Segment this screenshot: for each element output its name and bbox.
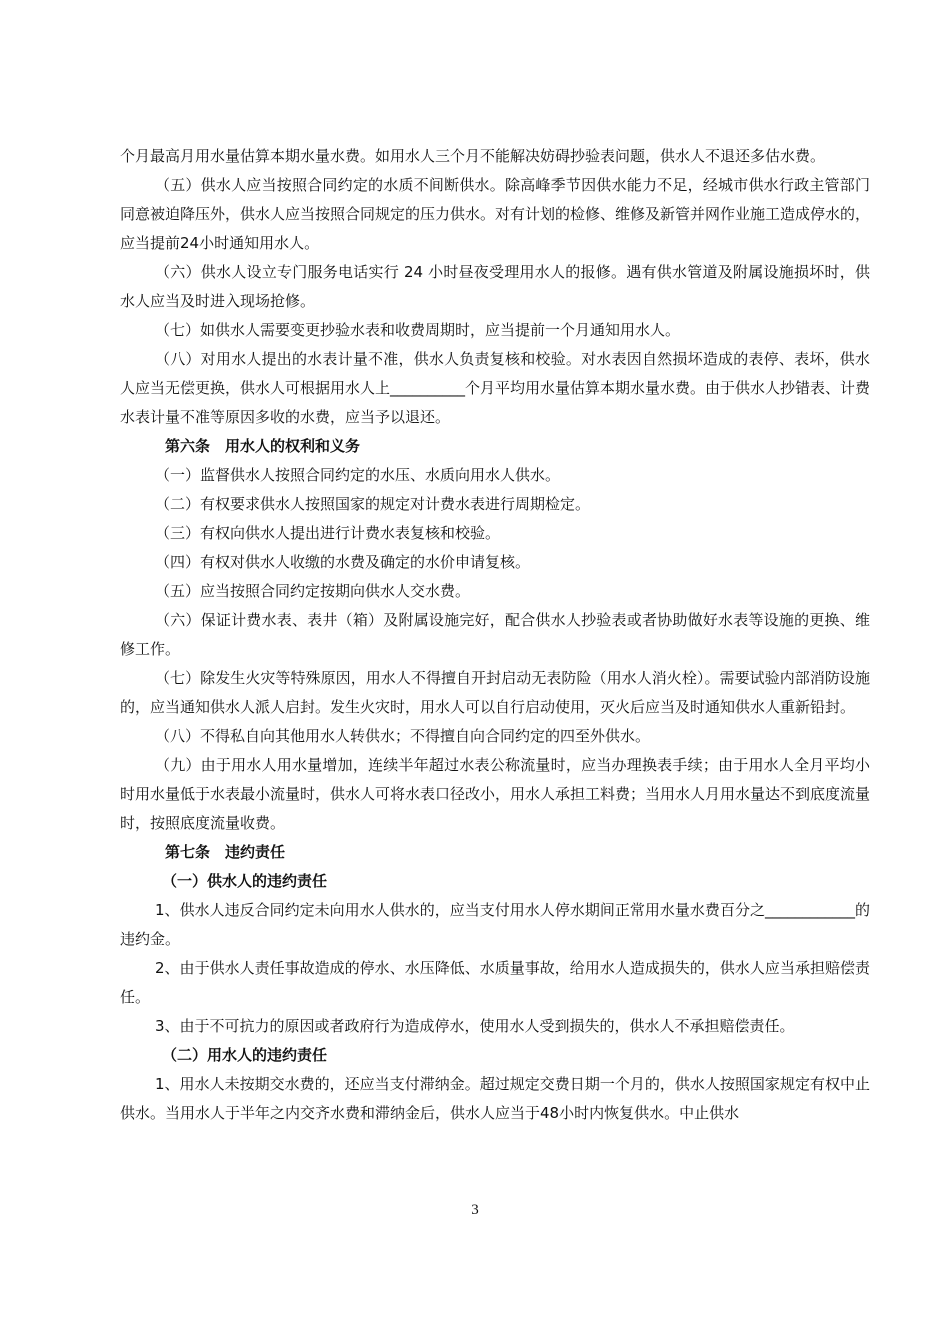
paragraph: （一）监督供水人按照合同约定的水压、水质向用水人供水。 bbox=[155, 466, 561, 484]
paragraph: （七）除发生火灾等特殊原因，用水人不得擅自开封启动无表防险（用水人消火栓）。需要试验内部消防设施的，应当通知供水人派人启封。发生火灾时，用水人可以自行启动使用，灭火后应当及时通知供水人重新铅封。 bbox=[120, 669, 870, 716]
paragraph: （六）供水人设立专门服务电话实行 24 小时昼夜受理用水人的报修。遇有供水管道及附属设施损坏时，供水人应当及时进入现场抢修。 bbox=[120, 263, 870, 310]
paragraph: （五）供水人应当按照合同约定的水质不间断供水。除高峰季节因供水能力不足，经城市供水行政主管部门同意被迫降压外，供水人应当按照合同规定的压力供水。对有计划的检修、维修及新管并网作业施工造成停水的，应当提前24小时通知用水人。 bbox=[120, 176, 871, 252]
paragraph: 3、由于不可抗力的原因或者政府行为造成停水，使用水人受到损失的，供水人不承担赔偿责任。 bbox=[155, 1017, 795, 1035]
section-heading: （二）用水人的违约责任 bbox=[162, 1046, 328, 1064]
paragraph: （九）由于用水人用水量增加，连续半年超过水表公称流量时，应当办理换表手续；由于用水人全月平均小时用水量低于水表最小流量时，供水人可将水表口径改小，用水人承担工料费；当用水人月用水量达不到底度流量时，按照底度流量收费。 bbox=[120, 756, 871, 832]
section-heading: （一）供水人的违约责任 bbox=[162, 872, 328, 890]
paragraph: （八）不得私自向其他用水人转供水；不得擅自向合同约定的四至外供水。 bbox=[155, 727, 651, 745]
article-heading: 第七条 违约责任 bbox=[165, 843, 286, 861]
paragraph: 1、供水人违反合同约定未向用水人供水的，应当支付用水人停水期间正常用水量水费百分之____________的违约金。 bbox=[120, 901, 870, 948]
paragraph: （五）应当按照合同约定按期向供水人交水费。 bbox=[155, 582, 471, 600]
paragraph: 个月最高月用水量估算本期水量水费。如用水人三个月不能解决妨碍抄验表问题，供水人不退还多估水费。 bbox=[120, 147, 826, 165]
paragraph: （七）如供水人需要变更抄验水表和收费周期时，应当提前一个月通知用水人。 bbox=[155, 321, 681, 339]
page-number: 3 bbox=[471, 1202, 479, 1218]
paragraph: 1、用水人未按期交水费的，还应当支付滞纳金。超过规定交费日期一个月的，供水人按照国家规定有权中止供水。当用水人于半年之内交齐水费和滞纳金后，供水人应当于48小时内恢复供水。中止供水 bbox=[120, 1075, 870, 1122]
paragraph: （六）保证计费水表、表井（箱）及附属设施完好，配合供水人抄验表或者协助做好水表等设施的更换、维修工作。 bbox=[120, 611, 870, 658]
paragraph: （三）有权向供水人提出进行计费水表复核和校验。 bbox=[155, 524, 501, 542]
paragraph: （四）有权对供水人收缴的水费及确定的水价申请复核。 bbox=[155, 553, 531, 571]
article-heading: 第六条 用水人的权利和义务 bbox=[165, 437, 361, 455]
document-body bbox=[120, 142, 870, 1128]
paragraph: （二）有权要求供水人按照国家的规定对计费水表进行周期检定。 bbox=[155, 495, 591, 513]
paragraph: 2、由于供水人责任事故造成的停水、水压降低、水质量事故，给用水人造成损失的，供水人应当承担赔偿责任。 bbox=[120, 959, 870, 1006]
paragraph: （八）对用水人提出的水表计量不准，供水人负责复核和校验。对水表因自然损坏造成的表停、表坏，供水人应当无偿更换，供水人可根据用水人上__________个月平均用水量估算本期水量水费。由于供水人抄错表、计费水表计量不准等原因多收的水费，应当予以退还。 bbox=[120, 350, 871, 426]
